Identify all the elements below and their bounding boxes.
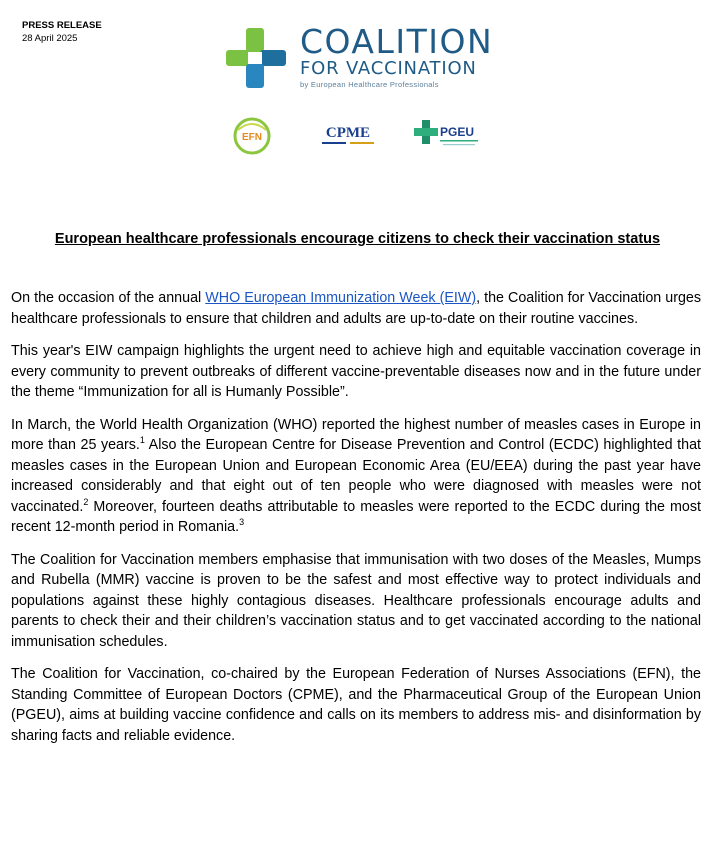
paragraph-2: This year's EIW campaign highlights the urgent need to achieve high and equitable vaccination coverage in every community to prevent outbreaks of different vaccine-preventable diseases now and in the future under the theme “Immunization for all is Humanly Possible”. xyxy=(11,343,701,400)
logo-line-3: by European Healthcare Professionals xyxy=(300,80,439,89)
paragraph-3-part-c: Moreover, fourteen deaths attributable to measles were reported to the ECDC during the most recent 12-month period in Romania. xyxy=(11,498,701,535)
cpme-logo-text: CPME xyxy=(325,125,371,141)
paragraph-3-part-b: Also the European Centre for Disease Prevention and Control (ECDC) highlighted that measles cases in the European Union and European Economic Area (EU/EEA) during the past year have increased considerably and that eight out of ten people who were diagnosed with measles were not vaccinated. xyxy=(11,437,701,515)
headline: European healthcare professionals encourage citizens to check their vaccination status xyxy=(54,231,661,247)
coalition-wordmark xyxy=(300,22,494,90)
pgeu-logo-text: PGEU xyxy=(440,125,475,139)
footnote-1: 1 xyxy=(139,435,145,446)
footnote-3: 3 xyxy=(239,517,245,528)
press-release-header xyxy=(22,19,102,45)
press-release-body xyxy=(11,288,701,758)
paragraph-5: The Coalition for Vaccination, co-chaired by the European Federation of Nurses Associations (EFN), the Standing Committee of European Doctors (CPME), and the Pharmaceutical Group of the European Union (PGEU), aims at building vaccine confidence and calls on its members to address mis- and disinformation by sharing facts and reliable evidence. xyxy=(11,666,701,744)
paragraph-1-rest: , the Coalition for Vaccination urges healthcare professionals to ensure that children and adults are up-to-date on their routine vaccines. xyxy=(11,290,702,327)
pgeu-logo xyxy=(413,118,485,152)
efn-logo-text: EFN xyxy=(242,132,262,143)
efn-logo xyxy=(232,116,272,156)
eiw-link[interactable]: WHO European Immunization Week (EIW) xyxy=(205,290,477,306)
paragraph-4: The Coalition for Vaccination members emphasise that immunisation with two doses of the Measles, Mumps and Rubella (MMR) vaccine is proven to be the safest and most effective way to protect individuals and populations against these highly contagious diseases. Healthcare professionals encourage adults and parents to check their and their children’s vaccination status and to get vaccinated according to the national immunisation schedules. xyxy=(11,551,701,650)
release-date: 28 April 2025 xyxy=(22,33,78,44)
cpme-logo xyxy=(318,120,378,150)
paragraph-1-intro: On the occasion of the annual xyxy=(11,290,206,306)
logo-line-2: FOR VACCINATION xyxy=(300,58,477,79)
paragraph-3-part-a: In March, the World Health Organization (WHO) reported the highest number of measles cases in Europe in more than 25 years. xyxy=(11,416,701,453)
coalition-cross-icon xyxy=(224,26,288,90)
paragraph-3 xyxy=(11,415,701,538)
logo-line-1: COALITION xyxy=(300,22,494,61)
footnote-2: 2 xyxy=(83,496,89,507)
coalition-logo xyxy=(224,24,494,92)
press-release-label: PRESS RELEASE xyxy=(22,20,102,31)
partner-logos xyxy=(0,116,715,156)
paragraph-1 xyxy=(11,288,701,329)
